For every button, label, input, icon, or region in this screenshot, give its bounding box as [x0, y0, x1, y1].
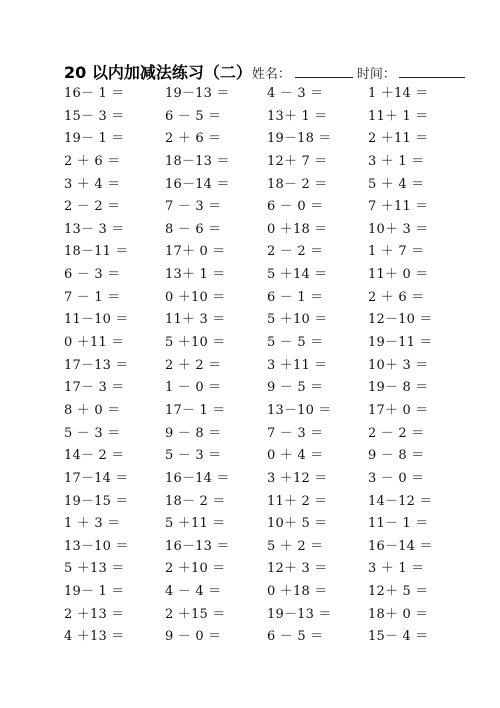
arithmetic-problem: 16－ 1 ＝ [64, 86, 125, 101]
arithmetic-problem: 13－ 3 ＝ [64, 221, 125, 237]
arithmetic-problem: 19－15 ＝ [64, 493, 129, 509]
arithmetic-problem: 10＋ 5 ＝ [267, 516, 328, 532]
name-blank-line [295, 67, 353, 78]
arithmetic-problem: 5 ＋ 2 ＝ [267, 538, 324, 554]
arithmetic-problem: 18－11 ＝ [64, 244, 129, 260]
arithmetic-problem: 2 － 2 ＝ [64, 199, 121, 215]
arithmetic-problem: 3 ＋12 ＝ [267, 470, 328, 486]
arithmetic-problem: 3 ＋ 1 ＝ [368, 561, 425, 577]
arithmetic-problem: 11＋ 1 ＝ [368, 108, 429, 124]
arithmetic-problem: 4 － 4 ＝ [165, 584, 222, 600]
worksheet-header [64, 60, 465, 82]
arithmetic-problem: 2 ＋ 6 ＝ [64, 153, 121, 169]
arithmetic-problem: 1 ＋ 7 ＝ [368, 244, 425, 260]
arithmetic-problem: 2 － 2 ＝ [267, 244, 324, 260]
arithmetic-problem: 12＋ 3 ＝ [267, 561, 328, 577]
arithmetic-problem: 16－14 ＝ [165, 470, 230, 486]
arithmetic-problem: 14－ 2 ＝ [64, 448, 125, 464]
worksheet-title: 20 以内加减法练习（二） [64, 63, 252, 82]
arithmetic-problem: 7 － 3 ＝ [267, 425, 324, 441]
arithmetic-problem: 5 － 5 ＝ [267, 335, 324, 351]
arithmetic-problem: 13＋ 1 ＝ [165, 267, 226, 283]
arithmetic-problem: 3 ＋ 1 ＝ [368, 153, 425, 169]
arithmetic-problem: 18＋ 0 ＝ [368, 606, 429, 622]
arithmetic-problem: 16－14 ＝ [368, 538, 433, 554]
arithmetic-problem: 19－11 ＝ [368, 335, 433, 351]
name-label: 姓名： [251, 67, 291, 82]
arithmetic-problem: 6 － 0 ＝ [267, 199, 324, 215]
time-blank-line [399, 67, 465, 78]
arithmetic-problem: 17－13 ＝ [64, 357, 129, 373]
arithmetic-problem: 2 ＋15 ＝ [165, 606, 226, 622]
arithmetic-problem: 19－ 8 ＝ [368, 380, 429, 396]
arithmetic-problem: 2 － 2 ＝ [368, 425, 425, 441]
arithmetic-problem: 13－10 ＝ [64, 538, 129, 554]
arithmetic-problem: 6 － 5 ＝ [165, 108, 222, 124]
arithmetic-problem: 5 － 3 ＝ [64, 425, 121, 441]
arithmetic-problem: 4 ＋13 ＝ [64, 629, 125, 645]
arithmetic-problem: 5 ＋11 ＝ [165, 516, 226, 532]
arithmetic-problem: 8 － 6 ＝ [165, 221, 222, 237]
arithmetic-problem: 3 ＋ 4 ＝ [64, 176, 121, 192]
arithmetic-problem: 0 ＋10 ＝ [165, 289, 226, 305]
arithmetic-problem: 16－13 ＝ [165, 538, 230, 554]
arithmetic-problem: 9 － 8 ＝ [165, 425, 222, 441]
problem-grid [64, 86, 444, 652]
arithmetic-problem: 6 － 3 ＝ [64, 267, 121, 283]
arithmetic-problem: 19－ 1 ＝ [64, 584, 125, 600]
arithmetic-problem: 2 ＋11 ＝ [368, 131, 429, 147]
arithmetic-problem: 0 ＋18 ＝ [267, 221, 328, 237]
arithmetic-problem: 1 ＋14 ＝ [368, 86, 429, 101]
arithmetic-problem: 19－ 1 ＝ [64, 131, 125, 147]
arithmetic-problem: 9 － 5 ＝ [267, 380, 324, 396]
arithmetic-problem: 17－14 ＝ [64, 470, 129, 486]
arithmetic-problem: 2 ＋10 ＝ [165, 561, 226, 577]
arithmetic-problem: 5 ＋10 ＝ [267, 312, 328, 328]
arithmetic-problem: 13－10 ＝ [267, 402, 332, 418]
arithmetic-problem: 11－ 1 ＝ [368, 516, 429, 532]
arithmetic-problem: 6 － 5 ＝ [267, 629, 324, 645]
arithmetic-problem: 19－18 ＝ [267, 131, 332, 147]
arithmetic-problem: 17＋ 0 ＝ [165, 244, 226, 260]
arithmetic-problem: 14－12 ＝ [368, 493, 433, 509]
arithmetic-problem: 3 ＋11 ＝ [267, 357, 328, 373]
time-label: 时间： [356, 67, 396, 82]
arithmetic-problem: 10＋ 3 ＝ [368, 221, 429, 237]
arithmetic-problem: 18－ 2 ＝ [165, 493, 226, 509]
arithmetic-problem: 15－ 3 ＝ [64, 108, 125, 124]
arithmetic-problem: 10＋ 3 ＝ [368, 357, 429, 373]
arithmetic-problem: 17－ 3 ＝ [64, 380, 125, 396]
arithmetic-problem: 7 － 3 ＝ [165, 199, 222, 215]
arithmetic-problem: 12＋ 7 ＝ [267, 153, 328, 169]
arithmetic-problem: 0 ＋18 ＝ [267, 584, 328, 600]
arithmetic-problem: 16－14 ＝ [165, 176, 230, 192]
arithmetic-problem: 3 － 0 ＝ [368, 470, 425, 486]
arithmetic-problem: 5 － 3 ＝ [165, 448, 222, 464]
arithmetic-problem: 18－13 ＝ [165, 153, 230, 169]
arithmetic-problem: 2 ＋ 2 ＝ [165, 357, 222, 373]
arithmetic-problem: 0 ＋11 ＝ [64, 335, 125, 351]
arithmetic-problem: 11－10 ＝ [64, 312, 129, 328]
arithmetic-problem: 2 ＋13 ＝ [64, 606, 125, 622]
arithmetic-problem: 8 ＋ 0 ＝ [64, 402, 121, 418]
arithmetic-problem: 5 ＋10 ＝ [165, 335, 226, 351]
arithmetic-problem: 6 － 1 ＝ [267, 289, 324, 305]
arithmetic-problem: 0 ＋ 4 ＝ [267, 448, 324, 464]
arithmetic-problem: 11＋ 3 ＝ [165, 312, 226, 328]
arithmetic-problem: 13＋ 1 ＝ [267, 108, 328, 124]
arithmetic-problem: 5 ＋13 ＝ [64, 561, 125, 577]
arithmetic-problem: 19－13 ＝ [165, 86, 230, 101]
arithmetic-problem: 12－10 ＝ [368, 312, 433, 328]
arithmetic-problem: 19－13 ＝ [267, 606, 332, 622]
arithmetic-problem: 15－ 4 ＝ [368, 629, 429, 645]
arithmetic-problem: 1 ＋ 3 ＝ [64, 516, 121, 532]
arithmetic-problem: 17－ 1 ＝ [165, 402, 226, 418]
arithmetic-problem: 18－ 2 ＝ [267, 176, 328, 192]
arithmetic-problem: 2 ＋ 6 ＝ [165, 131, 222, 147]
arithmetic-problem: 7 ＋11 ＝ [368, 199, 429, 215]
arithmetic-problem: 12＋ 5 ＝ [368, 584, 429, 600]
arithmetic-problem: 7 － 1 ＝ [64, 289, 121, 305]
arithmetic-problem: 1 － 0 ＝ [165, 380, 222, 396]
arithmetic-problem: 5 ＋ 4 ＝ [368, 176, 425, 192]
arithmetic-problem: 11＋ 0 ＝ [368, 267, 429, 283]
arithmetic-problem: 2 ＋ 6 ＝ [368, 289, 425, 305]
arithmetic-problem: 5 ＋14 ＝ [267, 267, 328, 283]
arithmetic-problem: 9 － 8 ＝ [368, 448, 425, 464]
arithmetic-problem: 4 － 3 ＝ [267, 86, 324, 101]
arithmetic-problem: 9 － 0 ＝ [165, 629, 222, 645]
arithmetic-problem: 17＋ 0 ＝ [368, 402, 429, 418]
arithmetic-problem: 11＋ 2 ＝ [267, 493, 328, 509]
